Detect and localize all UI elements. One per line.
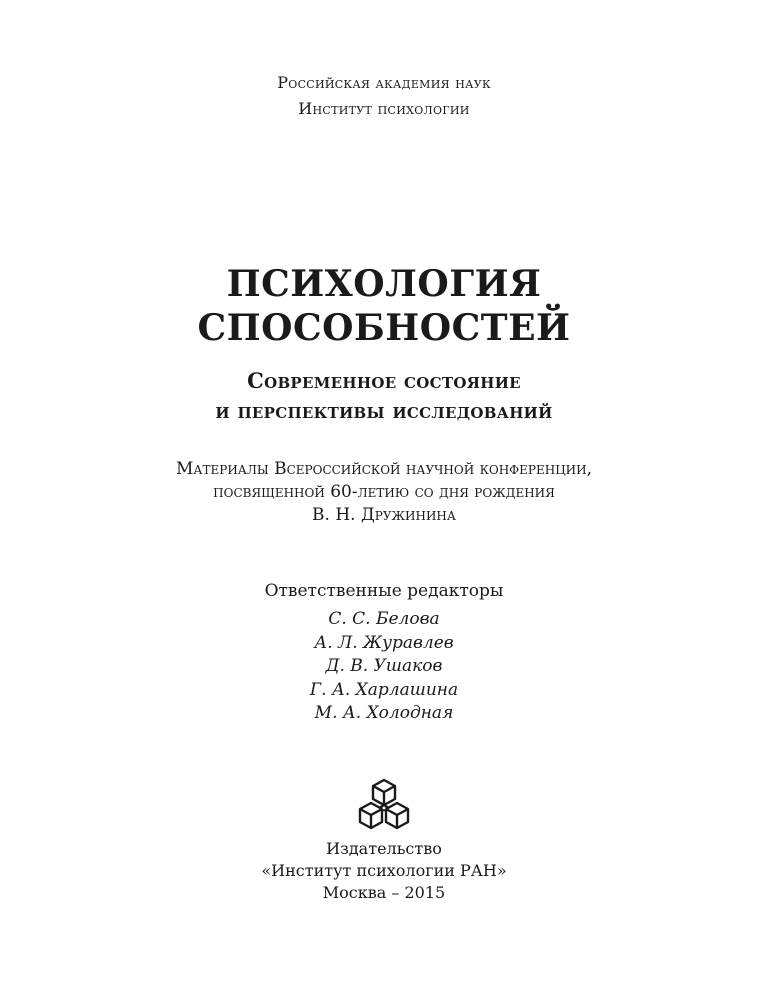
editors-label: Ответственные редакторы — [264, 581, 504, 601]
publisher-cubes-logo-icon — [355, 778, 413, 836]
org-academy: Российская академия наук — [277, 73, 491, 92]
editor-name: А. Л. Журавлев — [314, 632, 454, 653]
title-line-2: СПОСОБНОСТЕЙ — [197, 307, 571, 349]
subtitle-line-2: и перспективы исследований — [215, 398, 553, 423]
materials-line-2: посвященной 60-летию со дня рождения — [213, 482, 555, 502]
book-subtitle — [0, 366, 768, 426]
materials-line-1: Материалы Всероссийской научной конференции, — [175, 459, 592, 479]
editors-list — [0, 608, 768, 726]
publisher-info — [0, 838, 768, 904]
editor-name: С. С. Белова — [328, 609, 440, 629]
editor-name: М. А. Холодная — [314, 703, 454, 723]
editor-name: Д. В. Ушаков — [325, 656, 443, 676]
materials-line-3: В. Н. Дружинина — [312, 505, 456, 525]
title-line-1: ПСИХОЛОГИЯ — [226, 263, 542, 305]
book-title — [0, 262, 768, 350]
organization-header — [0, 70, 768, 122]
conference-materials — [0, 458, 768, 527]
subtitle-line-1: Современное состояние — [247, 368, 521, 393]
editor-name: Г. А. Харлашина — [309, 679, 459, 700]
publication-place-year: Москва – 2015 — [322, 883, 446, 902]
publisher-label: Издательство — [326, 839, 442, 858]
org-institute: Институт психологии — [298, 99, 470, 118]
publisher-name: «Институт психологии РАН» — [261, 861, 507, 880]
